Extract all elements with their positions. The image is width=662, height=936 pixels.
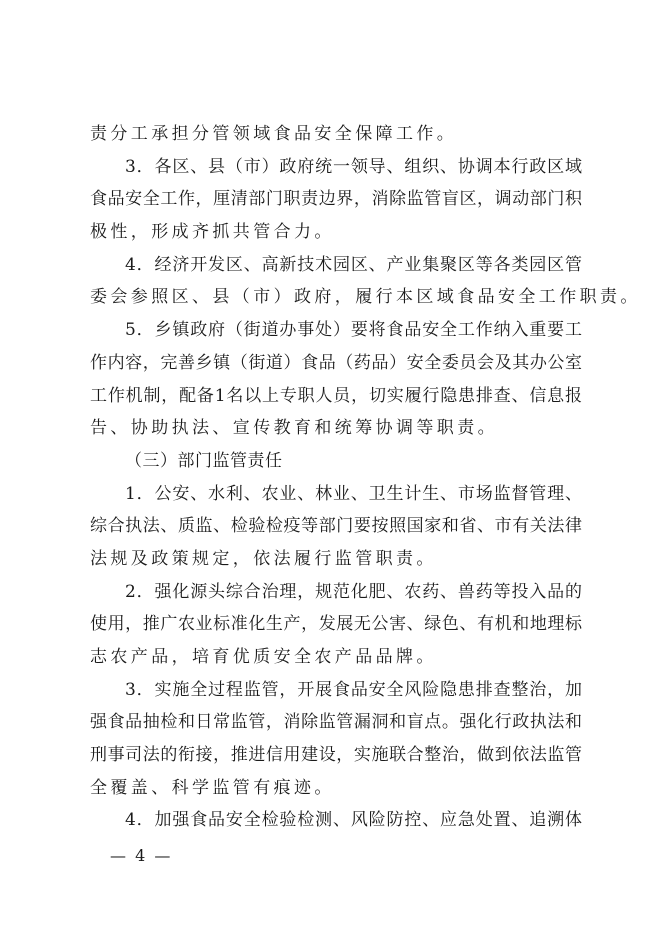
text-line: 责分工承担分管领域食品安全保障工作。 — [90, 124, 458, 144]
section-heading: （三）部门监管责任 — [125, 450, 283, 471]
text-line: 强食品抽检和日常监管，消除监管漏洞和盲点。强化行政执法和 — [90, 712, 582, 733]
text-line: 工作机制，配备1名以上专职人员，切实履行隐患排查、信息报 — [90, 385, 582, 406]
text-line: 作内容，完善乡镇（街道）食品（药品）安全委员会及其办公室 — [90, 352, 582, 373]
text-line: 全覆盖、科学监管有痕迹。 — [90, 777, 335, 798]
text-line: 4．经济开发区、高新技术园区、产业集聚区等各类园区管 — [125, 254, 582, 275]
text-line: 法规及政策规定，依法履行监管职责。 — [90, 548, 437, 569]
text-line: 综合执法、质监、检验检疫等部门要按照国家和省、市有关法律 — [90, 516, 582, 537]
text-line: 志农产品，培育优质安全农产品品牌。 — [90, 647, 437, 667]
paragraph — [90, 151, 582, 249]
text-line: 2．强化源头综合治理，规范化肥、农药、兽药等投入品的 — [125, 581, 582, 602]
paragraph — [90, 118, 582, 151]
text-line: 委会参照区、县（市）政府，履行本区域食品安全工作职责。 — [90, 287, 641, 308]
text-line: 3．实施全过程监管，开展食品安全风险隐患排查整治，加 — [125, 679, 582, 700]
paragraph — [90, 314, 582, 445]
text-line: 3．各区、县（市）政府统一领导、组织、协调本行政区域 — [125, 156, 582, 177]
paragraph — [90, 804, 582, 837]
text-line: 5．乡镇政府（街道办事处）要将食品安全工作纳入重要工 — [125, 320, 582, 341]
paragraph — [90, 445, 582, 478]
text-line: 使用，推广农业标准化生产，发展无公害、绿色、有机和地理标 — [90, 614, 582, 635]
text-line: 告、协助执法、宣传教育和统筹协调等职责。 — [90, 418, 498, 439]
text-line: 刑事司法的衔接，推进信用建设，实施联合整治，做到依法监管 — [90, 745, 582, 766]
page-number: — 4 — — [110, 846, 173, 865]
paragraph — [90, 576, 582, 674]
text-line: 1．公安、水利、农业、林业、卫生计生、市场监督管理、 — [125, 483, 582, 504]
paragraph — [90, 478, 582, 576]
paragraph — [90, 674, 582, 805]
text-line: 4．加强食品安全检验检测、风险防控、应急处置、追溯体 — [125, 810, 582, 831]
text-line: 食品安全工作，厘清部门职责边界，消除监管盲区，调动部门积 — [90, 189, 582, 210]
paragraph — [90, 249, 641, 314]
text-line: 极性，形成齐抓共管合力。 — [90, 222, 335, 243]
document-body — [90, 118, 641, 837]
